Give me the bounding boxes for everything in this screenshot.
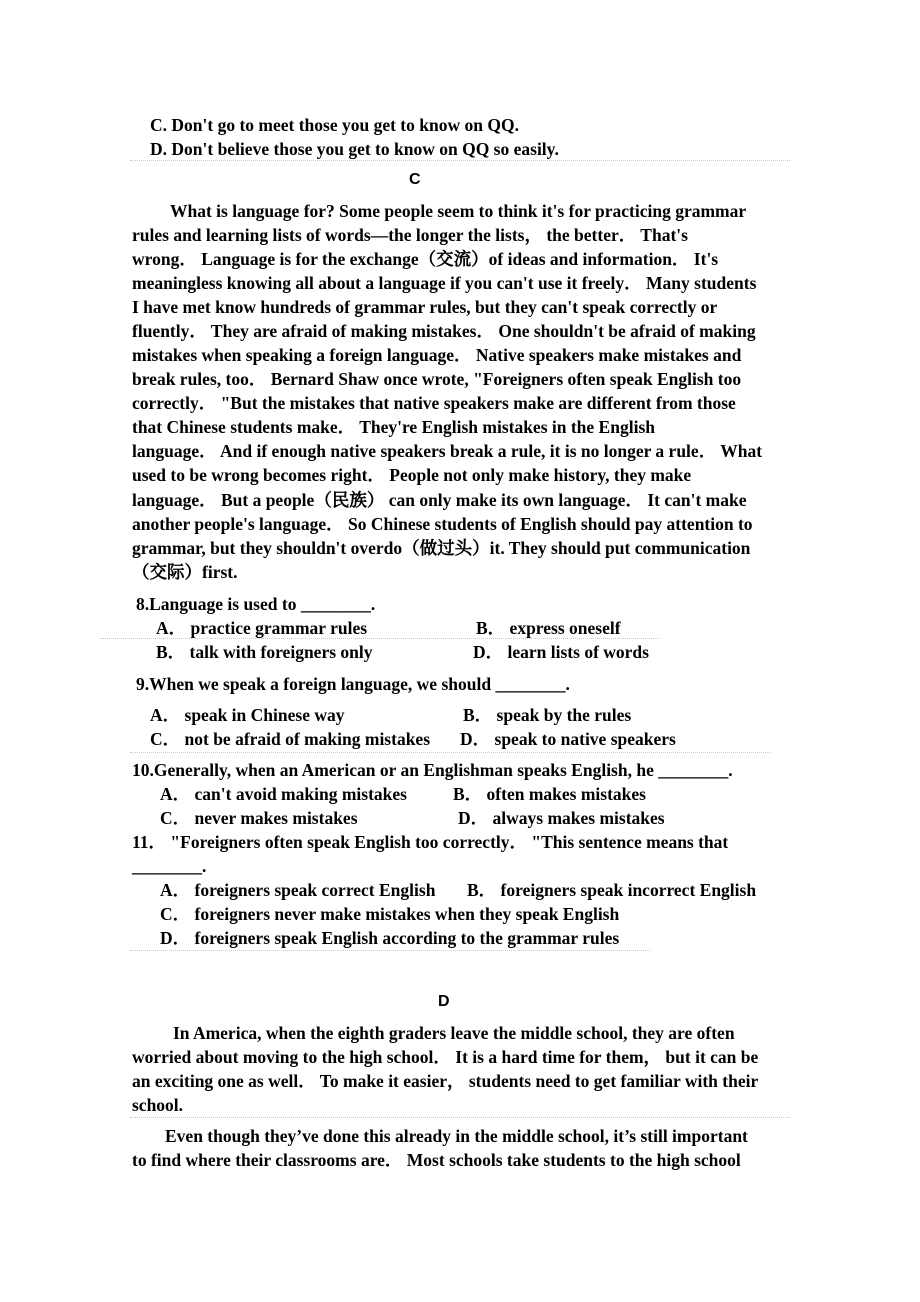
passage-d-line: Even though they’ve done this already in the middle school, it’s still important [165,1126,748,1146]
question-11-option-b: B． foreigners speak incorrect English [467,880,757,900]
question-11-stem: 11． "Foreigners often speak English too correctly． "This sentence means that [132,832,729,852]
passage-c-line: used to be wrong becomes right． People not only make history, they make [132,465,692,485]
question-10-option-c: C． never makes mistakes [160,808,358,828]
question-8-option-a: A． practice grammar rules [156,618,368,638]
passage-c-line: that Chinese students make． They're English mistakes in the English [132,417,655,437]
passage-c-line: language． But a people（民族） can only make its own language． It can't make [132,490,747,510]
question-8-option-c: B． talk with foreigners only [156,642,373,662]
passage-d-line: school. [132,1095,184,1115]
question-11-option-d: D． foreigners speak English according to the grammar rules [160,928,620,948]
prev-option-c: C. Don't go to meet those you get to know on QQ. [150,115,519,135]
question-10-option-d: D． always makes mistakes [458,808,665,828]
question-9-option-b: B． speak by the rules [463,705,632,725]
passage-c-line: correctly． "But the mistakes that native speakers make are different from those [132,393,736,413]
passage-c-line: another people's language． So Chinese students of English should pay attention to [132,514,753,534]
question-9-stem: 9.When we speak a foreign language, we should ________. [136,674,570,694]
question-8-option-d: D． learn lists of words [473,642,649,662]
question-9-option-a: A． speak in Chinese way [150,705,345,725]
question-9-option-c: C． not be afraid of making mistakes [150,729,431,749]
passage-c-line: mistakes when speaking a foreign language． Native speakers make mistakes and [132,345,742,365]
dotted-rule [130,1117,790,1118]
passage-c-line: What is language for? Some people seem to think it's for practicing grammar [170,201,747,221]
question-8-stem: 8.Language is used to ________. [136,594,376,614]
section-c-heading: C [409,171,421,188]
section-d-heading: D [438,993,450,1010]
question-9-option-d: D． speak to native speakers [460,729,676,749]
question-11-option-a: A． foreigners speak correct English [160,880,436,900]
passage-d-line: In America, when the eighth graders leave the middle school, they are often [173,1023,735,1043]
passage-c-line: break rules, too． Bernard Shaw once wrote, "Foreigners often speak English too [132,369,742,389]
passage-c-line: wrong． Language is for the exchange（交流）of ideas and information． It's [132,249,719,269]
dotted-rule [130,950,650,951]
prev-option-d: D. Don't believe those you get to know on QQ so easily. [150,139,559,159]
dotted-rule [130,752,770,753]
passage-c-line: grammar, but they shouldn't overdo（做过头）it. They should put communication [132,538,751,558]
passage-c-line: （交际）first. [132,562,238,582]
passage-c-line: language． And if enough native speakers break a rule, it is no longer a rule． What [132,441,763,461]
question-11-stem-blank: ________. [132,856,207,876]
passage-c-line: meaningless knowing all about a language if you can't use it freely． Many students [132,273,757,293]
question-11-option-c: C． foreigners never make mistakes when they speak English [160,904,620,924]
passage-c-line: rules and learning lists of words—the longer the lists， the better． That's [132,225,688,245]
dotted-rule [130,160,790,161]
passage-c-line: fluently． They are afraid of making mistakes． One shouldn't be afraid of making [132,321,756,341]
passage-d-line: to find where their classrooms are． Most schools take students to the high school [132,1150,741,1170]
question-10-stem: 10.Generally, when an American or an Englishman speaks English, he ________. [132,760,733,780]
question-10-option-a: A． can't avoid making mistakes [160,784,407,804]
passage-d-line: an exciting one as well． To make it easier， students need to get familiar with their [132,1071,759,1091]
question-8-option-b: B． express oneself [476,618,621,638]
passage-c-line: I have met know hundreds of grammar rules, but they can't speak correctly or [132,297,718,317]
passage-d-line: worried about moving to the high school． It is a hard time for them， but it can be [132,1047,759,1067]
question-10-option-b: B． often makes mistakes [453,784,646,804]
